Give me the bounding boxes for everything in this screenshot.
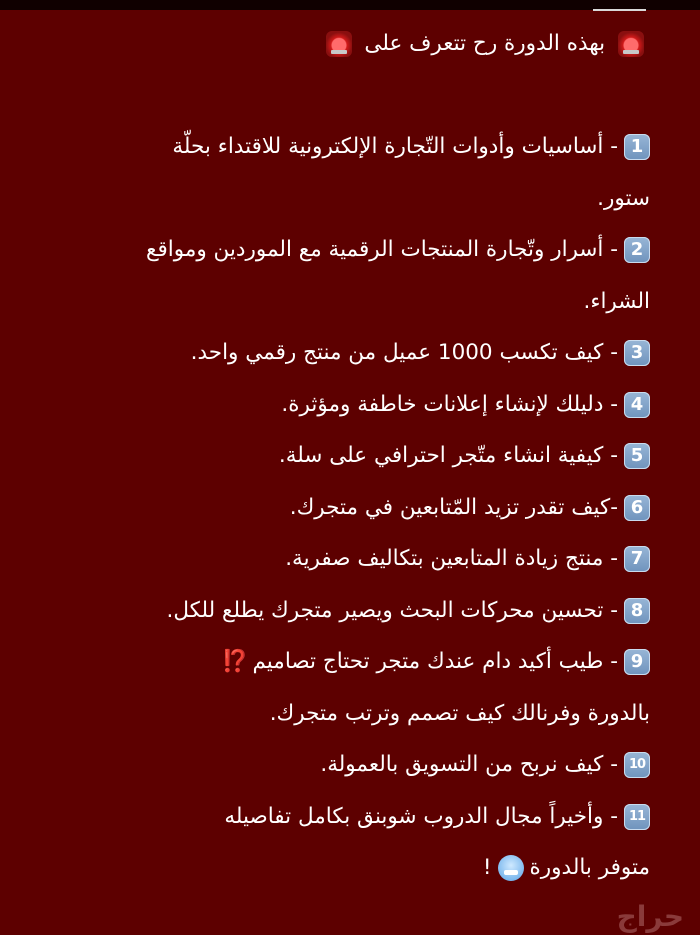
item-text: متوفر بالدورة [529, 855, 650, 880]
post-body [48, 18, 650, 894]
number-badge-icon: 2 [624, 237, 650, 263]
haraj-watermark: حراج [616, 900, 684, 933]
list-item-3 [48, 327, 650, 379]
list-item-7 [48, 533, 650, 585]
number-badge-icon: 1 [624, 134, 650, 160]
exclamation-question-icon: ⁉️ [221, 649, 249, 674]
number-badge-icon: 5 [624, 443, 650, 469]
siren-icon [326, 31, 352, 57]
list-item-5 [48, 430, 650, 482]
list-item-11 [48, 791, 650, 843]
list-item-6 [48, 482, 650, 534]
exclamation-mark: ! [482, 855, 492, 880]
item-text: - طيب أكيد دام عندك متجر تحتاج تصاميم [252, 649, 618, 674]
list-item-4 [48, 379, 650, 431]
number-badge-icon: 9 [624, 649, 650, 675]
item-text: - تحسين محركات البحث ويصير متجرك يطلع للكل. [166, 597, 618, 623]
list-item-2-cont [48, 276, 650, 328]
item-text: - كيف تكسب 1000 عميل من منتج رقمي واحد. [190, 340, 618, 365]
item-text: - كيف نربح من التسويق بالعمولة. [320, 752, 618, 777]
item-text: -كيف تقدر تزيد المّتابعين في متجرك. [289, 494, 618, 520]
list-item-8 [48, 585, 650, 637]
siren-icon [618, 31, 644, 57]
list-item-11-cont [48, 842, 650, 894]
number-badge-icon: 3 [624, 340, 650, 366]
number-badge-icon: 4 [624, 392, 650, 418]
top-divider [593, 9, 646, 11]
list-item-10 [48, 739, 650, 791]
number-badge-icon: 10 [624, 752, 650, 778]
item-text: ستور. [597, 185, 650, 211]
item-text: - أساسيات وأدوات التّجارة الإلكترونية للاقتداء بحلّة [172, 134, 618, 159]
number-badge-icon: 11 [624, 804, 650, 830]
list-item-9-cont [48, 688, 650, 740]
list-item-9 [48, 636, 650, 688]
item-text: - أسرار وتّجارة المنتجات الرقمية مع الموردين ومواقع [146, 237, 618, 262]
item-text: - منتج زيادة المتابعين بتكاليف صفرية. [285, 546, 618, 571]
item-text: الشراء. [583, 288, 650, 314]
item-text: - دليلك لإنشاء إعلانات خاطفة ومؤثرة. [281, 391, 618, 417]
list-item-1 [48, 121, 650, 173]
number-badge-icon: 6 [624, 495, 650, 521]
number-badge-icon: 8 [624, 598, 650, 624]
number-badge-icon: 7 [624, 546, 650, 572]
item-text: - وأخيراً مجال الدروب شوبنق بكامل تفاصيله [224, 803, 618, 829]
item-text: بالدورة وفرنالك كيف تصمم وترتب متجرك. [269, 700, 650, 726]
list-item-1-cont [48, 173, 650, 225]
list-item-2 [48, 224, 650, 276]
spacer [48, 70, 650, 122]
item-text: - كيفية انشاء متّجر احترافي على سلة. [278, 443, 618, 468]
cold-face-icon [498, 855, 524, 881]
header-title: بهذه الدورة رح تتعرف على [364, 31, 606, 56]
header-line [48, 18, 650, 70]
